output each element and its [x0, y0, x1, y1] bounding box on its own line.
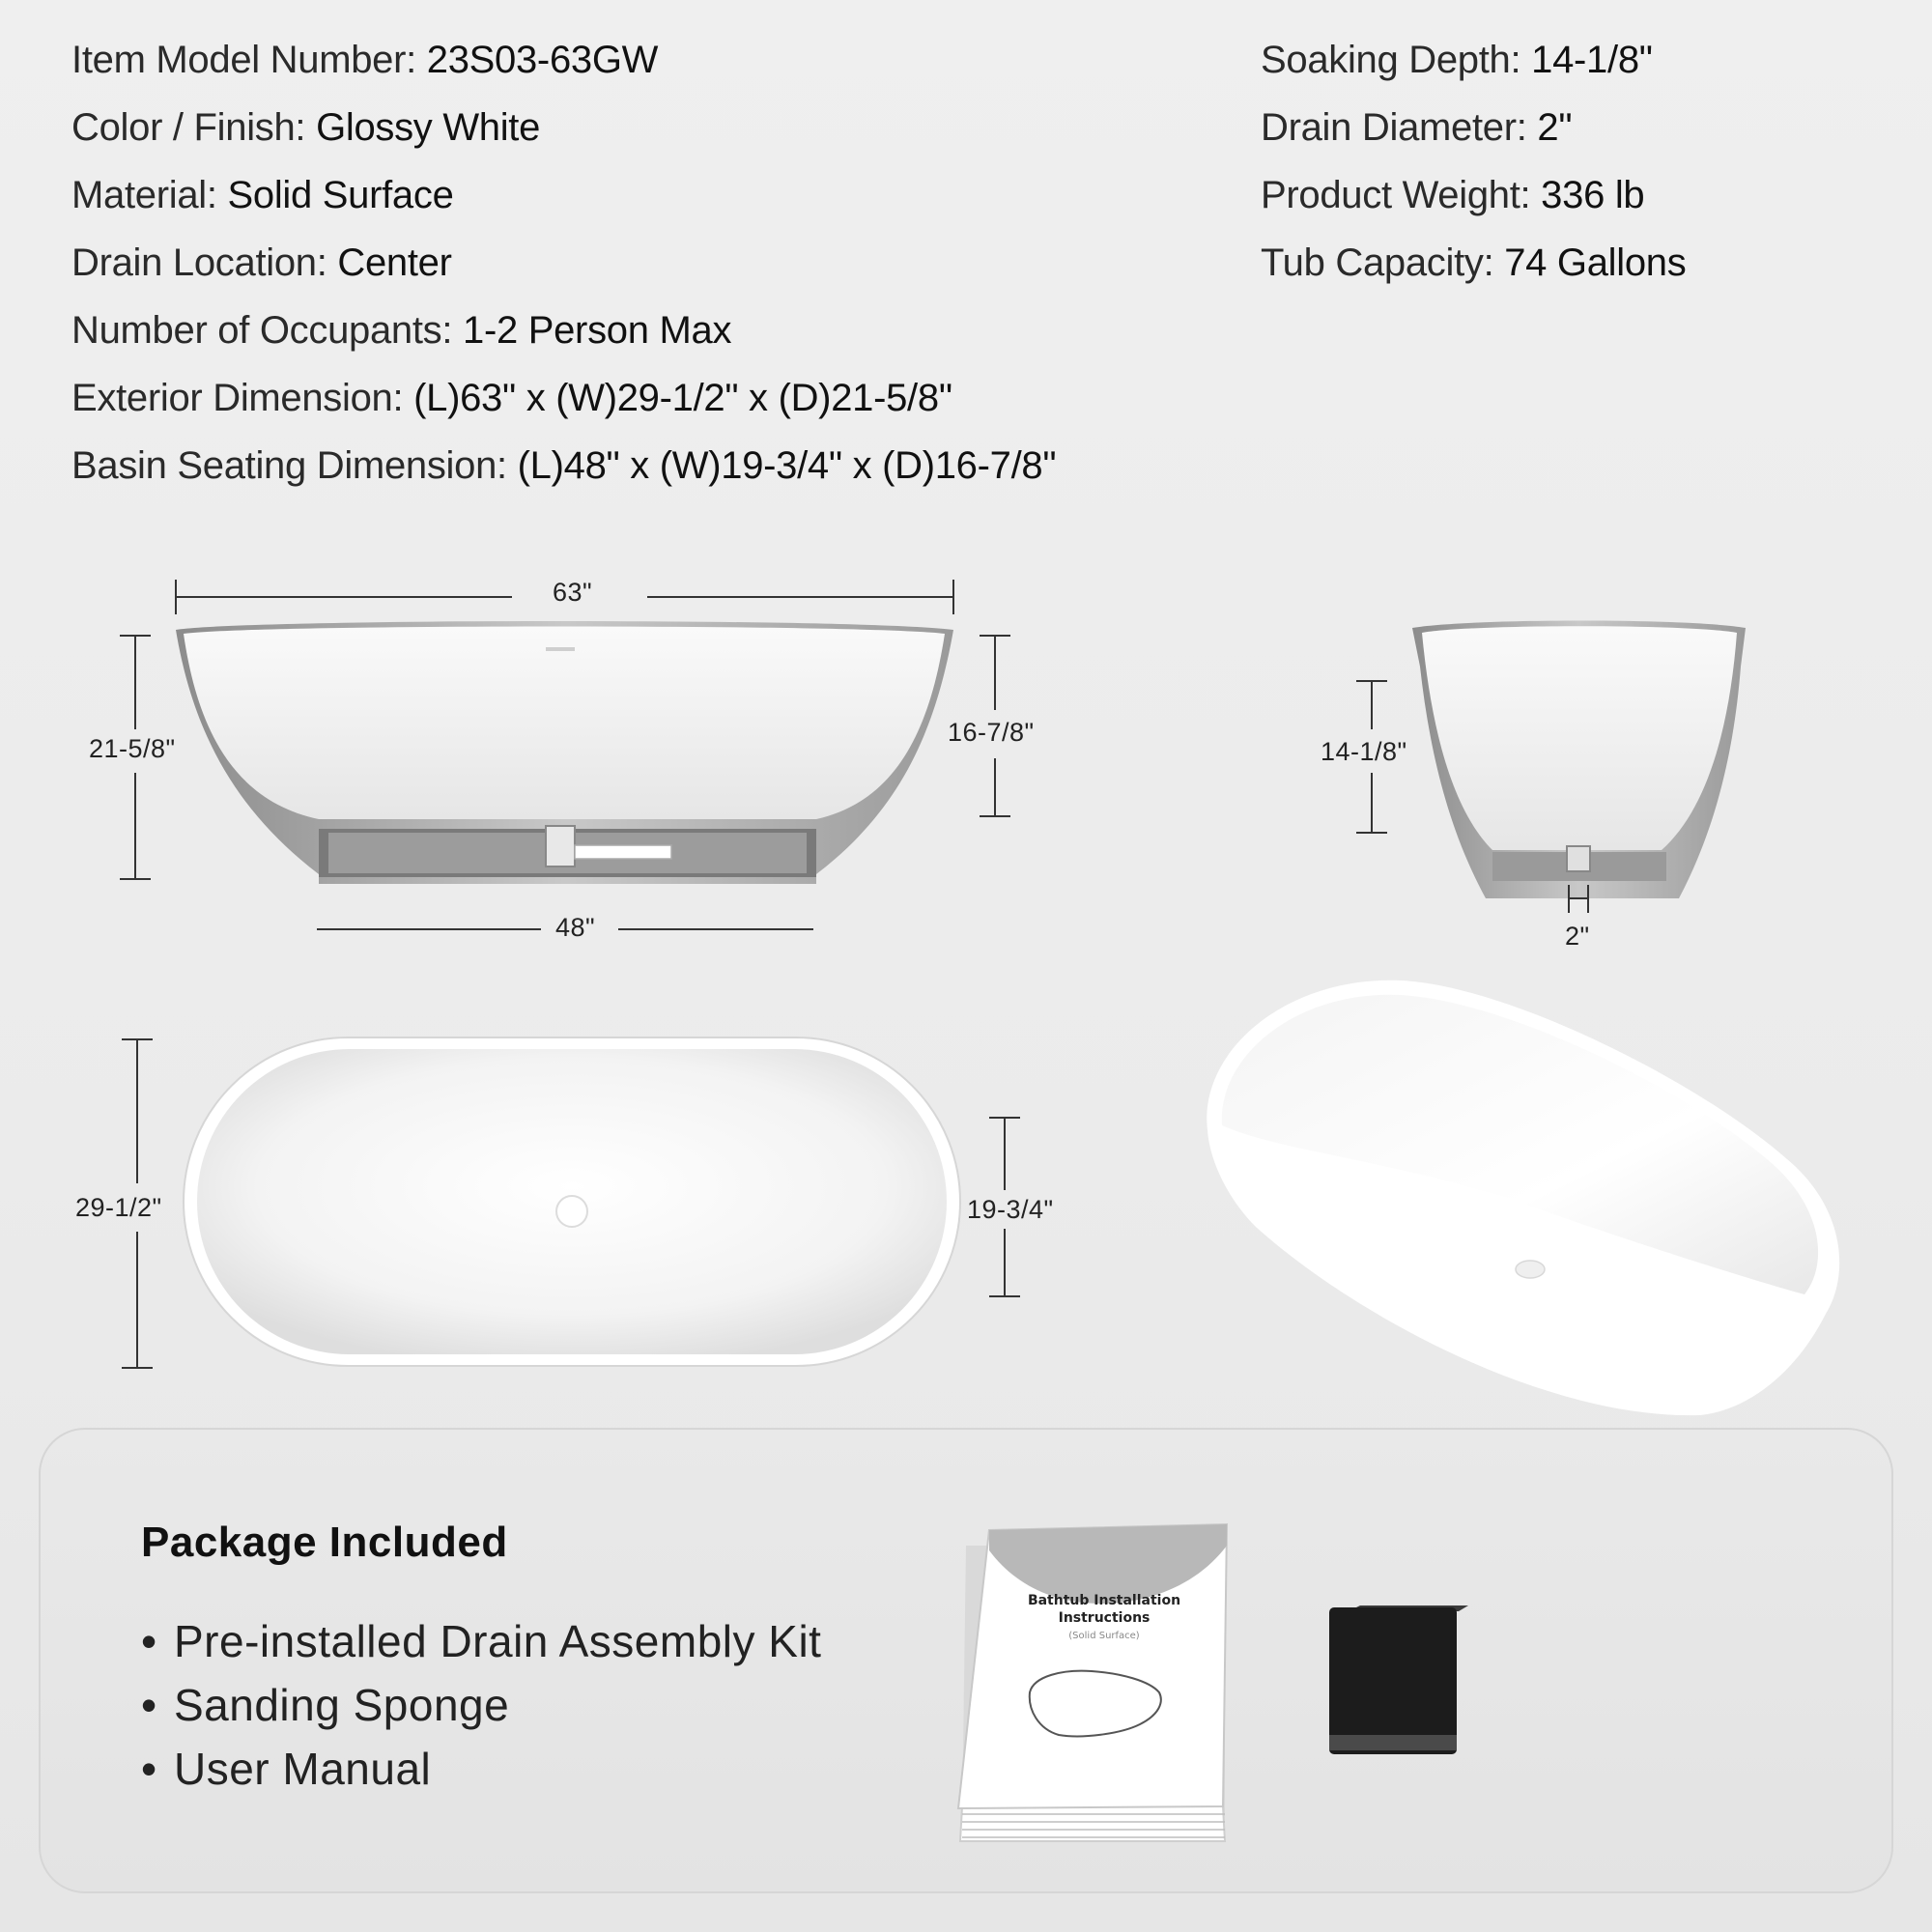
sanding-sponge-image: [1329, 1605, 1468, 1754]
manual-subtitle: (Solid Surface): [1068, 1631, 1140, 1641]
spec-drain-diameter: Drain Diameter: 2": [1261, 106, 1573, 149]
spec-capacity: Tub Capacity: 74 Gallons: [1261, 242, 1687, 284]
spec-weight: Product Weight: 336 lb: [1261, 174, 1645, 216]
package-item: • User Manual: [141, 1744, 432, 1794]
spec-soaking-depth: Soaking Depth: 14-1/8": [1261, 39, 1653, 81]
package-title: Package Included: [141, 1519, 508, 1566]
dim-basin-depth: 16-7/8": [948, 718, 1035, 747]
spec-drain-location: Drain Location: Center: [71, 242, 452, 284]
dim-exterior-length: 63": [553, 578, 593, 607]
dim-exterior-width: 29-1/2": [75, 1193, 162, 1222]
package-item: • Pre-installed Drain Assembly Kit: [141, 1616, 822, 1666]
dim-drain-diameter: 2": [1565, 922, 1590, 951]
user-manual-image: [958, 1524, 1227, 1841]
spec-basin-dimension: Basin Seating Dimension: (L)48" x (W)19-3/4" x (D)16-7/8": [71, 444, 1057, 487]
spec-model: Item Model Number: 23S03-63GW: [71, 39, 659, 81]
manual-title: Bathtub Installation Instructions: [1027, 1593, 1181, 1626]
spec-color: Color / Finish: Glossy White: [71, 106, 541, 149]
spec-exterior-dimension: Exterior Dimension: (L)63" x (W)29-1/2" x (D)21-5/8": [71, 377, 952, 419]
spec-occupants: Number of Occupants: 1-2 Person Max: [71, 309, 732, 352]
dim-basin-length: 48": [555, 913, 596, 942]
dim-basin-width: 19-3/4": [967, 1195, 1054, 1224]
package-item: • Sanding Sponge: [141, 1680, 510, 1730]
dim-exterior-depth: 21-5/8": [89, 734, 176, 763]
spec-material: Material: Solid Surface: [71, 174, 454, 216]
dim-soaking-depth: 14-1/8": [1321, 737, 1407, 766]
